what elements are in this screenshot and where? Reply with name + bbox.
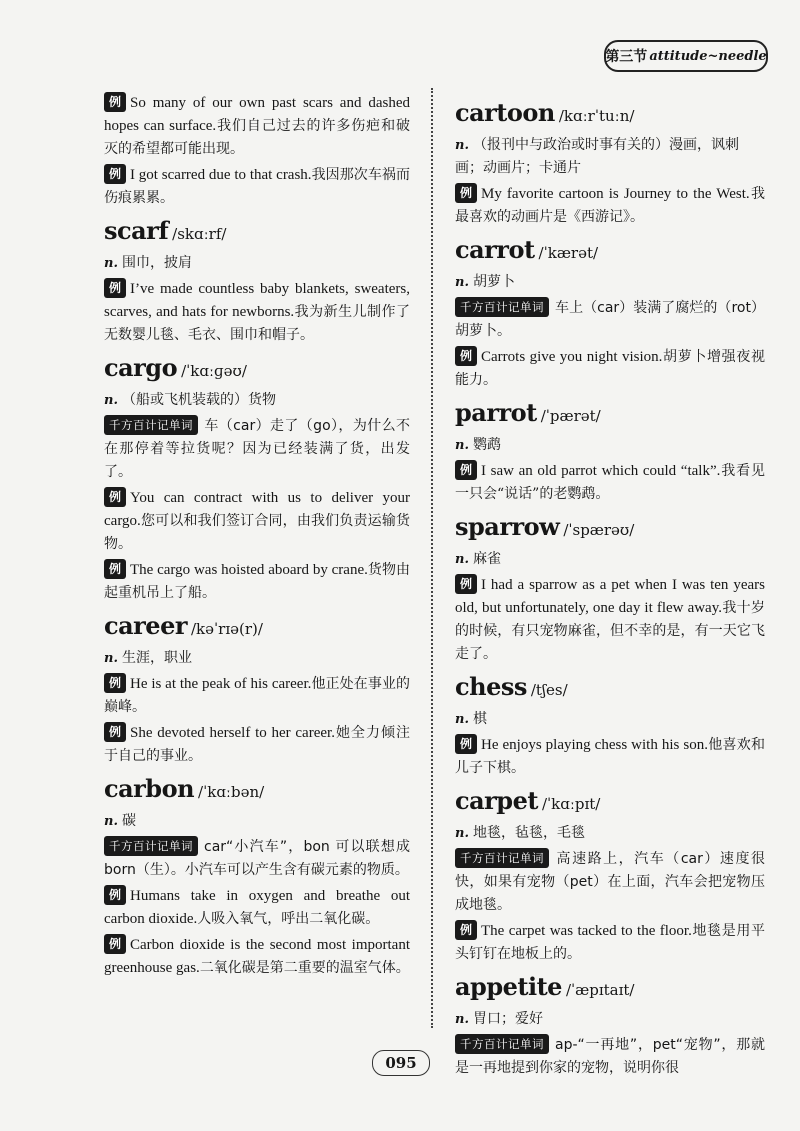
example-sentence: [104, 722, 410, 768]
example-zh: 我最喜欢的动画片是《西游记》。: [455, 186, 766, 225]
definition: [104, 810, 410, 833]
phonetic: /ˈkɑːpɪt/: [541, 795, 601, 813]
memory-text: 高速路上，汽车（car）速度很快，如果有宠物（pet）在上面，汽车会把宠物压成地毯。: [455, 851, 765, 913]
entry-cartoon: [455, 98, 765, 229]
part-of-speech: n.: [455, 826, 469, 841]
section-number: 第三节: [605, 49, 648, 65]
example-sentence: [104, 278, 410, 347]
memory-tip: [455, 848, 765, 917]
part-of-speech: n.: [104, 256, 118, 271]
headword: scarf: [104, 216, 169, 245]
example-sentence: [455, 734, 765, 780]
headword-line: [455, 786, 765, 820]
phonetic: /kəˈrɪə(r)/: [191, 620, 263, 638]
example-zh: 我十岁的时候，有只宠物麻雀，但不幸的是，有一天它飞走了。: [455, 600, 766, 662]
example-sentence: [455, 574, 765, 666]
definition: [455, 271, 765, 294]
example-sentence: [104, 934, 410, 980]
example-en: He is at the peak of his career.: [130, 676, 312, 692]
part-of-speech: n.: [104, 393, 118, 408]
example-zh: 二氧化碳是第二重要的温室气体。: [199, 960, 410, 976]
headword-line: [455, 972, 765, 1006]
example-en: I had a sparrow as a pet when I was ten years old, but unfortunately, one day it flew away.: [455, 577, 765, 616]
example-zh: 她全力倾注于自己的事业。: [104, 725, 410, 764]
part-of-speech: n.: [455, 275, 469, 290]
headword: carpet: [455, 786, 538, 815]
definition: [455, 708, 765, 731]
example-badge: 例: [104, 673, 126, 693]
memory-badge: 千方百计记单词: [455, 848, 549, 868]
definition-text: 生涯，职业: [121, 650, 192, 666]
part-of-speech: n.: [455, 138, 469, 153]
definition-text: 鹦鹉: [472, 437, 501, 453]
page-number: 095: [372, 1050, 430, 1076]
definition: [455, 822, 765, 845]
memory-badge: 千方百计记单词: [104, 415, 198, 435]
example-zh: 我们自己过去的许多伤疤和破灭的希望都可能出现。: [104, 118, 410, 157]
example-en: I’ve made countless baby blankets, sweaters, scarves, and hats for newborns.: [104, 281, 410, 320]
definition-text: 麻雀: [472, 551, 501, 567]
example-en: Carbon dioxide is the second most important greenhouse gas.: [104, 937, 410, 976]
example-sentence: [104, 487, 410, 556]
phonetic: /skɑːrf/: [172, 225, 227, 243]
headword: appetite: [455, 972, 562, 1001]
definition-text: 棋: [472, 711, 487, 727]
section-range: attitude~needle: [649, 48, 767, 64]
headword: chess: [455, 672, 527, 701]
example-en: I got scarred due to that crash.: [130, 167, 312, 183]
headword: sparrow: [455, 512, 560, 541]
example-en: The carpet was tacked to the floor.: [481, 923, 692, 939]
example-zh: 他喜欢和儿子下棋。: [455, 737, 765, 776]
example-badge: 例: [104, 885, 126, 905]
entry-career: [104, 611, 410, 768]
phonetic: /ˈspærəʊ/: [563, 521, 635, 539]
example-badge: 例: [455, 734, 477, 754]
example-zh: 他正处在事业的巅峰。: [104, 676, 410, 715]
example-en: Carrots give you night vision.: [481, 349, 663, 365]
entry-carpet: [455, 786, 765, 966]
example-en: Humans take in oxygen and breathe out carbon dioxide.: [104, 888, 410, 927]
headword: career: [104, 611, 187, 640]
example-badge: 例: [104, 92, 126, 112]
definition-text: （报刊中与政治或时事有关的）漫画，讽刺画；动画片；卡通片: [455, 137, 739, 176]
part-of-speech: n.: [455, 1012, 469, 1027]
example-zh: 地毯是用平头钉钉在地板上的。: [455, 923, 766, 962]
definition: [104, 389, 410, 412]
definition: [104, 647, 410, 670]
memory-badge: 千方百计记单词: [455, 1034, 549, 1054]
example-sentence: [104, 885, 410, 931]
right-column: [455, 92, 765, 1086]
example-sentence: [455, 460, 765, 506]
headword-line: [104, 774, 410, 808]
example-en: So many of our own past scars and dashed hopes can surface.: [104, 95, 410, 134]
part-of-speech: n.: [455, 712, 469, 727]
example-en: My favorite cartoon is Journey to the West.: [481, 186, 750, 202]
entry-sparrow: [455, 512, 765, 666]
headword-line: [455, 672, 765, 706]
headword: cartoon: [455, 98, 555, 127]
example-badge: 例: [104, 934, 126, 954]
example-badge: 例: [104, 487, 126, 507]
memory-text: 车上（car）装满了腐烂的（rot）胡萝卜。: [455, 300, 765, 339]
example-badge: 例: [455, 574, 477, 594]
headword-line: [455, 512, 765, 546]
example-zh: 人吸入氧气，呼出二氧化碳。: [197, 911, 380, 927]
headword: cargo: [104, 353, 178, 382]
headword: carbon: [104, 774, 195, 803]
example-en: The cargo was hoisted aboard by crane.: [130, 562, 368, 578]
example-badge: 例: [455, 346, 477, 366]
part-of-speech: n.: [104, 814, 118, 829]
phonetic: /ˈpærət/: [540, 407, 601, 425]
entry-carbon: [104, 774, 410, 980]
definition: [455, 434, 765, 457]
example-badge: 例: [104, 559, 126, 579]
example-zh: 货物由起重机吊上了船。: [104, 562, 411, 601]
example-sentence: [455, 920, 765, 966]
headword-line: [104, 216, 410, 250]
example-sentence: [104, 673, 410, 719]
headword-line: [455, 235, 765, 269]
example-sentence: [104, 559, 410, 605]
example-sentence: [455, 183, 765, 229]
definition: [104, 252, 410, 275]
memory-tip: [104, 415, 410, 484]
definition: [455, 134, 765, 180]
memory-text: car“小汽车”，bon 可以联想成 born（生）。小汽车可以产生含有碳元素的物质。: [104, 839, 410, 878]
entry-chess: [455, 672, 765, 780]
headword-line: [455, 98, 765, 132]
phonetic: /tʃes/: [530, 681, 568, 699]
headword-line: [104, 611, 410, 645]
example-zh: 我为新生儿制作了无数婴儿毯、毛衣、围巾和帽子。: [104, 304, 410, 343]
memory-text: ap-“一再地”，pet“宠物”，那就是一再地提到你家的宠物，说明你很: [455, 1037, 765, 1076]
example-badge: 例: [455, 183, 477, 203]
example-sentence: [455, 346, 765, 392]
definition-text: 胡萝卜: [472, 274, 515, 290]
example-sentence: [104, 164, 410, 210]
part-of-speech: n.: [104, 651, 118, 666]
definition-text: 地毯，毡毯，毛毯: [472, 825, 585, 841]
definition: [455, 1008, 765, 1031]
example-zh: 胡萝卜增强夜视能力。: [455, 349, 766, 388]
example-badge: 例: [455, 920, 477, 940]
example-en: I saw an old parrot which could “talk”.: [481, 463, 721, 479]
definition-text: 碳: [121, 813, 136, 829]
left-column: [104, 92, 410, 986]
definition: [455, 548, 765, 571]
phonetic: /ˈæpɪtaɪt/: [565, 981, 635, 999]
phonetic: /kɑːrˈtuːn/: [558, 107, 635, 125]
definition-text: （船或飞机装载的）货物: [121, 392, 276, 408]
example-sentence: [104, 92, 410, 161]
part-of-speech: n.: [455, 552, 469, 567]
example-en: She devoted herself to her career.: [130, 725, 335, 741]
headword-line: [455, 398, 765, 432]
entry-cargo: [104, 353, 410, 605]
example-zh: 您可以和我们签订合同，由我们负责运输货物。: [104, 513, 410, 552]
entry-carrot: [455, 235, 765, 392]
entry-scarf: [104, 216, 410, 347]
headword: parrot: [455, 398, 537, 427]
section-header-badge: [604, 40, 768, 72]
example-zh: 我因那次车祸而伤痕累累。: [104, 167, 410, 206]
column-divider: [431, 88, 433, 1028]
phonetic: /ˈkɑːbən/: [198, 783, 265, 801]
example-badge: 例: [104, 722, 126, 742]
memory-tip: [104, 836, 410, 882]
phonetic: /ˈkærət/: [538, 244, 599, 262]
part-of-speech: n.: [455, 438, 469, 453]
memory-badge: 千方百计记单词: [104, 836, 198, 856]
definition-text: 围巾，披肩: [121, 255, 192, 271]
memory-tip: [455, 297, 765, 343]
memory-tip: [455, 1034, 765, 1080]
definition-text: 胃口；爱好: [472, 1011, 543, 1027]
entry-parrot: [455, 398, 765, 506]
headword-line: [104, 353, 410, 387]
example-badge: 例: [104, 278, 126, 298]
example-en: You can contract with us to deliver your cargo.: [104, 490, 410, 529]
phonetic: /ˈkɑːɡəʊ/: [181, 362, 247, 380]
example-badge: 例: [455, 460, 477, 480]
entry-appetite: [455, 972, 765, 1080]
headword: carrot: [455, 235, 535, 264]
example-en: He enjoys playing chess with his son.: [481, 737, 708, 753]
memory-badge: 千方百计记单词: [455, 297, 549, 317]
example-badge: 例: [104, 164, 126, 184]
memory-text: 车（car）走了（go），为什么不在那停着等拉货呢？因为已经装满了货，出发了。: [104, 418, 410, 480]
example-zh: 我看见一只会“说话”的老鹦鹉。: [455, 463, 765, 502]
